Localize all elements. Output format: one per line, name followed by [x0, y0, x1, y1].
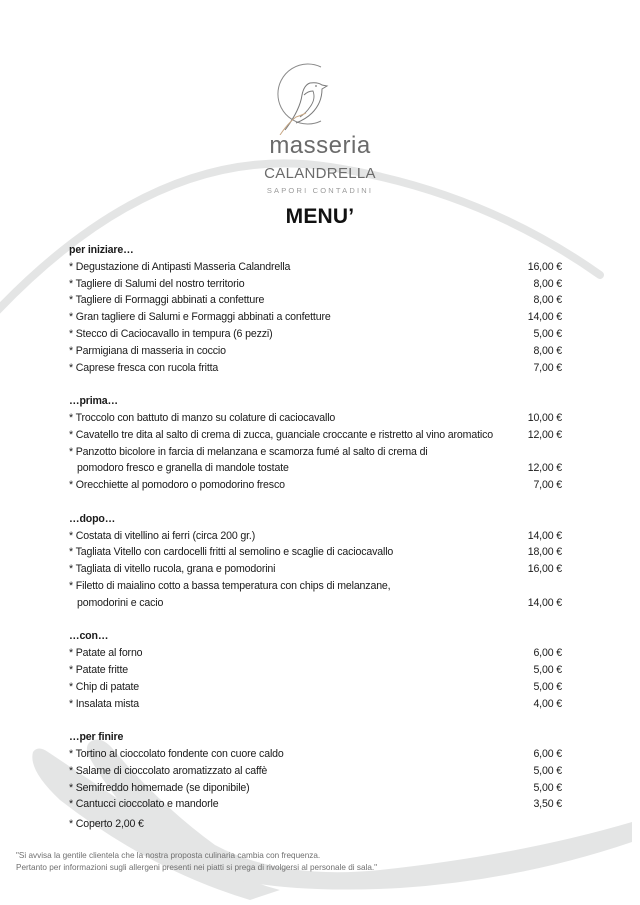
logo-wordmark-calandrella: calandrella [264, 158, 376, 183]
menu-item-price: 3,50 € [533, 798, 562, 811]
bird-in-circle-logo-icon [230, 55, 410, 135]
menu-item-name: * Filetto di maialino cotto a bassa temperatura con chips di melanzane, [69, 579, 391, 592]
menu-item-name: * Patate al forno [69, 647, 143, 660]
logo-tagline: SAPORI CONTADINI [266, 186, 374, 195]
menu-item-name: * Tagliata di vitello rucola, grana e pomodorini [69, 563, 276, 576]
menu-item-name: * Cantucci cioccolato e mandorle [69, 798, 219, 811]
menu-item-name: * Parmigiana di masseria in coccio [69, 344, 226, 357]
menu-item-price: 4,00 € [533, 697, 562, 710]
section-title: …dopo… [69, 512, 116, 525]
menu-section [69, 729, 562, 813]
menu-item-price: 5,00 € [533, 663, 562, 676]
menu-item [69, 561, 562, 578]
menu-item-price: 14,00 € [527, 596, 562, 609]
menu-item-name: * Insalata mista [69, 697, 140, 710]
menu-item-name: * Tagliere di Formaggi abbinati a confetture [69, 294, 265, 307]
menu-item-price: 5,00 € [533, 781, 562, 794]
section-spacer [69, 494, 562, 511]
menu-item-price: 7,00 € [533, 361, 562, 374]
menu-item-continuation [69, 460, 562, 477]
menu-item-name: * Cavatello tre dita al salto di crema di zucca, guanciale croccante e ristretto al vino aromatico [69, 428, 493, 441]
menu-list [69, 242, 562, 813]
menu-item [69, 360, 562, 377]
menu-item-name: * Semifreddo homemade (se diponibile) [69, 781, 250, 794]
menu-item-price: 14,00 € [527, 529, 562, 542]
section-spacer [69, 376, 562, 393]
cover-charge: * Coperto 2,00 € [69, 818, 144, 830]
menu-item [69, 679, 562, 696]
menu-item-name: * Chip di patate [69, 680, 140, 693]
menu-item [69, 528, 562, 545]
menu-item [69, 746, 562, 763]
menu-item-price: 8,00 € [533, 294, 562, 307]
menu-item [69, 645, 562, 662]
menu-item-price: 5,00 € [533, 680, 562, 693]
menu-item [69, 763, 562, 780]
menu-item-price: 8,00 € [533, 277, 562, 290]
menu-item-price: 6,00 € [533, 747, 562, 760]
menu-item [69, 309, 562, 326]
page-title: MENU’ [285, 205, 355, 228]
menu-item-price: 16,00 € [527, 260, 562, 273]
menu-item [69, 662, 562, 679]
menu-item-name: * Troccolo con battuto di manzo su colature di caciocavallo [69, 411, 336, 424]
menu-item [69, 444, 562, 461]
menu-section [69, 511, 562, 612]
menu-item [69, 796, 562, 813]
menu-item-name: * Degustazione di Antipasti Masseria Calandrella [69, 260, 291, 273]
menu-item-price: 12,00 € [527, 462, 562, 475]
menu-item [69, 292, 562, 309]
menu-item-name: * Stecco di Caciocavallo in tempura (6 pezzi) [69, 327, 273, 340]
section-title: …con… [69, 630, 109, 643]
menu-item [69, 780, 562, 797]
menu-item-price: 8,00 € [533, 344, 562, 357]
menu-item [69, 578, 562, 595]
menu-item-name-continuation: pomodorini e cacio [77, 596, 164, 609]
logo-c-circle [278, 64, 321, 124]
menu-item-name: * Orecchiette al pomodoro o pomodorino fresco [69, 479, 285, 492]
brand-logo [230, 55, 410, 200]
menu-item [69, 343, 562, 360]
menu-item-name: * Costata di vitellino ai ferri (circa 200 gr.) [69, 529, 256, 542]
menu-item-name: * Tortino al cioccolato fondente con cuore caldo [69, 747, 284, 760]
disclaimer-line-1: "Si avvisa la gentile clientela che la nostra proposta culinaria cambia con frequenza. [16, 851, 321, 860]
section-spacer [69, 712, 562, 729]
menu-item [69, 427, 562, 444]
menu-item-price: 5,00 € [533, 327, 562, 340]
menu-item-name: * Tagliere di Salumi del nostro territorio [69, 277, 245, 290]
menu-item [69, 410, 562, 427]
logo-bird-body [285, 83, 327, 130]
menu-item [69, 276, 562, 293]
menu-item-price: 7,00 € [533, 479, 562, 492]
section-spacer [69, 612, 562, 629]
menu-item-name: * Salame di cioccolato aromatizzato al caffè [69, 764, 268, 777]
allergen-disclaimer [16, 850, 377, 873]
section-title: …prima… [69, 395, 118, 408]
menu-item-name: * Patate fritte [69, 663, 128, 676]
section-title: …per finire [69, 731, 124, 744]
menu-item-name: * Tagliata Vitello con cardocelli fritti al semolino e scaglie di caciocavallo [69, 546, 394, 559]
menu-item-price: 10,00 € [527, 411, 562, 424]
menu-section [69, 628, 562, 712]
menu-item-continuation [69, 595, 562, 612]
logo-wordmark-masseria: masseria [269, 132, 371, 159]
menu-item-price: 6,00 € [533, 647, 562, 660]
menu-item-name: * Caprese fresca con rucola fritta [69, 361, 219, 374]
menu-item [69, 477, 562, 494]
menu-item [69, 326, 562, 343]
menu-item [69, 696, 562, 713]
menu-item-price: 12,00 € [527, 428, 562, 441]
menu-section [69, 393, 562, 494]
menu-section [69, 242, 562, 376]
menu-item-price: 18,00 € [527, 546, 562, 559]
menu-item-name: * Panzotto bicolore in farcia di melanzana e scamorza fumé al salto di crema di [69, 445, 428, 458]
menu-item-price: 5,00 € [533, 764, 562, 777]
section-title: per iniziare… [69, 244, 134, 256]
menu-item-name-continuation: pomodoro fresco e granella di mandole tostate [77, 462, 289, 475]
menu-item [69, 259, 562, 276]
menu-item-price: 16,00 € [527, 563, 562, 576]
menu-item-name: * Gran tagliere di Salumi e Formaggi abbinati a confetture [69, 311, 331, 324]
menu-item-price: 14,00 € [527, 311, 562, 324]
disclaimer-line-2: Pertanto per informazioni sugli allergeni presenti nei piatti si prega di rivolgersi al personale di sala." [16, 862, 378, 872]
menu-item [69, 544, 562, 561]
logo-bird-eye [315, 85, 317, 87]
